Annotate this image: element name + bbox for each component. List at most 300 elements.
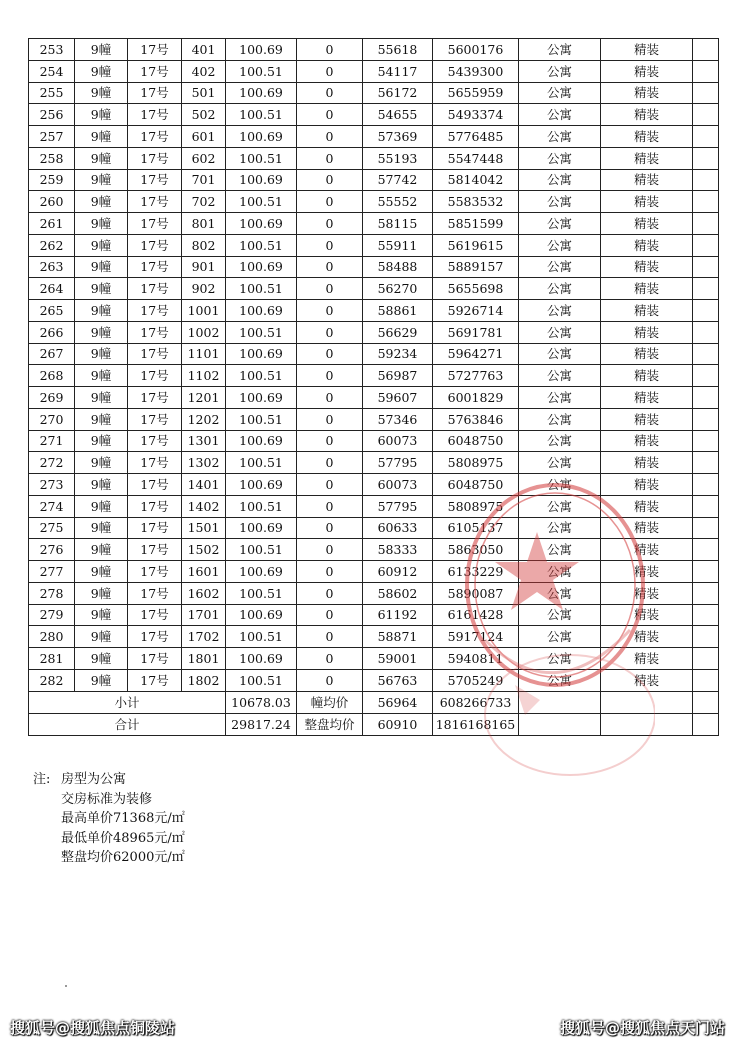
field-zero-cell: 0: [297, 39, 363, 61]
room-type-cell: 公寓: [519, 669, 601, 691]
building-cell: 9幢: [75, 343, 128, 365]
finish-standard-cell: 精装: [601, 343, 693, 365]
unit-price-cell: 60073: [363, 474, 433, 496]
blank-cell: [693, 191, 719, 213]
field-zero-cell: 0: [297, 60, 363, 82]
room-type-cell: 公寓: [519, 169, 601, 191]
blank-cell: [693, 147, 719, 169]
unit-number-cell: 17号: [128, 539, 182, 561]
blank-cell: [693, 495, 719, 517]
total-price-cell: 5917124: [433, 626, 519, 648]
row-number-cell: 260: [29, 191, 75, 213]
building-cell: 9幢: [75, 256, 128, 278]
unit-number-cell: 17号: [128, 430, 182, 452]
area-cell: 100.69: [226, 300, 297, 322]
building-cell: 9幢: [75, 452, 128, 474]
room-type-cell: 公寓: [519, 648, 601, 670]
unit-number-cell: 17号: [128, 169, 182, 191]
unit-price-cell: 58602: [363, 582, 433, 604]
area-cell: 100.51: [226, 539, 297, 561]
table-row: [29, 582, 719, 604]
blank-cell: [693, 321, 719, 343]
field-zero-cell: 0: [297, 626, 363, 648]
row-number-cell: 264: [29, 278, 75, 300]
unit-number-cell: 17号: [128, 408, 182, 430]
room-type-cell: 公寓: [519, 561, 601, 583]
area-cell: 100.69: [226, 648, 297, 670]
finish-standard-cell: 精装: [601, 104, 693, 126]
row-number-cell: 280: [29, 626, 75, 648]
room-type-cell: 公寓: [519, 60, 601, 82]
row-number-cell: 274: [29, 495, 75, 517]
room-type-cell: 公寓: [519, 387, 601, 409]
room-type-cell: 公寓: [519, 495, 601, 517]
building-cell: 9幢: [75, 626, 128, 648]
total-price-cell: 5655698: [433, 278, 519, 300]
room-number-cell: 1401: [182, 474, 226, 496]
unit-price-cell: 58861: [363, 300, 433, 322]
unit-number-cell: 17号: [128, 561, 182, 583]
row-number-cell: 276: [29, 539, 75, 561]
table-row: [29, 278, 719, 300]
table-row: [29, 430, 719, 452]
area-cell: 100.51: [226, 104, 297, 126]
unit-number-cell: 17号: [128, 191, 182, 213]
room-type-cell: 公寓: [519, 626, 601, 648]
unit-price-cell: 57795: [363, 495, 433, 517]
field-zero-cell: 0: [297, 278, 363, 300]
building-cell: 9幢: [75, 300, 128, 322]
building-cell: 9幢: [75, 147, 128, 169]
finish-standard-cell: 精装: [601, 582, 693, 604]
blank-cell: [693, 365, 719, 387]
blank-cell: [693, 669, 719, 691]
blank-cell: [693, 604, 719, 626]
field-zero-cell: 0: [297, 430, 363, 452]
room-type-cell: 公寓: [519, 321, 601, 343]
area-cell: 100.69: [226, 126, 297, 148]
room-number-cell: 702: [182, 191, 226, 213]
room-type-cell: 公寓: [519, 582, 601, 604]
blank-cell: [693, 126, 719, 148]
room-type-cell: 公寓: [519, 234, 601, 256]
field-zero-cell: 0: [297, 365, 363, 387]
table-row: [29, 387, 719, 409]
note-line: 最低单价48965元/㎡: [61, 830, 185, 846]
field-zero-cell: 0: [297, 387, 363, 409]
unit-price-cell: 60073: [363, 430, 433, 452]
unit-price-cell: 58871: [363, 626, 433, 648]
building-cell: 9幢: [75, 60, 128, 82]
row-number-cell: 271: [29, 430, 75, 452]
room-type-cell: 公寓: [519, 517, 601, 539]
area-cell: 100.51: [226, 582, 297, 604]
unit-number-cell: 17号: [128, 213, 182, 235]
area-cell: 100.51: [226, 278, 297, 300]
table-row: [29, 234, 719, 256]
table-row: [29, 452, 719, 474]
field-zero-cell: 0: [297, 495, 363, 517]
table-row: [29, 365, 719, 387]
total-price-cell: 6048750: [433, 430, 519, 452]
blank-cell: [693, 408, 719, 430]
unit-price-cell: 57346: [363, 408, 433, 430]
table-row: [29, 213, 719, 235]
blank-cell: [693, 300, 719, 322]
row-number-cell: 268: [29, 365, 75, 387]
area-cell: 100.51: [226, 669, 297, 691]
field-zero-cell: 0: [297, 169, 363, 191]
unit-number-cell: 17号: [128, 365, 182, 387]
row-number-cell: 270: [29, 408, 75, 430]
area-cell: 100.69: [226, 517, 297, 539]
finish-standard-cell: 精装: [601, 256, 693, 278]
finish-standard-cell: 精装: [601, 539, 693, 561]
area-cell: 100.69: [226, 343, 297, 365]
total-price-cell: 5691781: [433, 321, 519, 343]
finish-standard-cell: 精装: [601, 561, 693, 583]
room-number-cell: 1302: [182, 452, 226, 474]
note-line: 整盘均价62000元/㎡: [61, 850, 185, 866]
area-cell: 100.51: [226, 234, 297, 256]
blank-cell: [693, 256, 719, 278]
row-number-cell: 257: [29, 126, 75, 148]
total-price-cell: 5727763: [433, 365, 519, 387]
total-price-cell: 5547448: [433, 147, 519, 169]
unit-price-cell: 61192: [363, 604, 433, 626]
unit-price-cell: 56763: [363, 669, 433, 691]
row-number-cell: 265: [29, 300, 75, 322]
area-cell: 100.51: [226, 147, 297, 169]
unit-number-cell: 17号: [128, 82, 182, 104]
watermark-right: 搜狐号@搜狐焦点天门站: [560, 1019, 726, 1037]
building-cell: 9幢: [75, 321, 128, 343]
room-type-cell: 公寓: [519, 82, 601, 104]
total-price-cell: 5583532: [433, 191, 519, 213]
notes-section: [33, 770, 185, 868]
room-type-cell: 公寓: [519, 147, 601, 169]
subtotal-blank: [601, 691, 693, 713]
field-zero-cell: 0: [297, 234, 363, 256]
area-cell: 100.69: [226, 256, 297, 278]
table-row: [29, 300, 719, 322]
room-number-cell: 601: [182, 126, 226, 148]
total-price-cell: 5619615: [433, 234, 519, 256]
unit-price-cell: 55193: [363, 147, 433, 169]
finish-standard-cell: 精装: [601, 278, 693, 300]
room-number-cell: 402: [182, 60, 226, 82]
finish-standard-cell: 精装: [601, 60, 693, 82]
row-number-cell: 261: [29, 213, 75, 235]
unit-price-cell: 57369: [363, 126, 433, 148]
field-zero-cell: 0: [297, 408, 363, 430]
area-cell: 100.69: [226, 387, 297, 409]
room-type-cell: 公寓: [519, 191, 601, 213]
subtotal-row: [29, 691, 719, 713]
total-blank: [601, 713, 693, 735]
room-number-cell: 1202: [182, 408, 226, 430]
building-cell: 9幢: [75, 365, 128, 387]
area-cell: 100.69: [226, 430, 297, 452]
unit-number-cell: 17号: [128, 147, 182, 169]
row-number-cell: 281: [29, 648, 75, 670]
field-zero-cell: 0: [297, 539, 363, 561]
notes-prefix: 注:: [33, 772, 51, 787]
table-row: [29, 474, 719, 496]
unit-number-cell: 17号: [128, 256, 182, 278]
area-cell: 100.69: [226, 39, 297, 61]
field-zero-cell: 0: [297, 256, 363, 278]
finish-standard-cell: 精装: [601, 648, 693, 670]
blank-cell: [693, 626, 719, 648]
building-cell: 9幢: [75, 278, 128, 300]
room-number-cell: 501: [182, 82, 226, 104]
total-avg-label: 整盘均价: [297, 713, 363, 735]
area-cell: 100.51: [226, 495, 297, 517]
scan-speck: [65, 985, 67, 987]
total-price-cell: 5890087: [433, 582, 519, 604]
subtotal-blank: [693, 691, 719, 713]
table-row: [29, 39, 719, 61]
building-cell: 9幢: [75, 474, 128, 496]
total-price-cell: 5808975: [433, 452, 519, 474]
building-cell: 9幢: [75, 495, 128, 517]
row-number-cell: 275: [29, 517, 75, 539]
building-cell: 9幢: [75, 191, 128, 213]
room-number-cell: 1801: [182, 648, 226, 670]
building-cell: 9幢: [75, 387, 128, 409]
subtotal-avg-price: 56964: [363, 691, 433, 713]
total-price-cell: 6105137: [433, 517, 519, 539]
row-number-cell: 282: [29, 669, 75, 691]
subtotal-blank: [519, 691, 601, 713]
unit-price-cell: 55911: [363, 234, 433, 256]
building-cell: 9幢: [75, 213, 128, 235]
area-cell: 100.51: [226, 191, 297, 213]
finish-standard-cell: 精装: [601, 408, 693, 430]
row-number-cell: 267: [29, 343, 75, 365]
finish-standard-cell: 精装: [601, 213, 693, 235]
field-zero-cell: 0: [297, 474, 363, 496]
field-zero-cell: 0: [297, 561, 363, 583]
total-area: 29817.24: [226, 713, 297, 735]
building-cell: 9幢: [75, 126, 128, 148]
area-cell: 100.51: [226, 321, 297, 343]
total-price-cell: 5776485: [433, 126, 519, 148]
unit-number-cell: 17号: [128, 39, 182, 61]
unit-price-cell: 59001: [363, 648, 433, 670]
total-price-cell: 5926714: [433, 300, 519, 322]
room-number-cell: 401: [182, 39, 226, 61]
unit-number-cell: 17号: [128, 321, 182, 343]
finish-standard-cell: 精装: [601, 604, 693, 626]
unit-price-cell: 57742: [363, 169, 433, 191]
room-type-cell: 公寓: [519, 365, 601, 387]
unit-number-cell: 17号: [128, 517, 182, 539]
room-number-cell: 1601: [182, 561, 226, 583]
area-cell: 100.51: [226, 408, 297, 430]
building-cell: 9幢: [75, 539, 128, 561]
unit-price-cell: 54655: [363, 104, 433, 126]
blank-cell: [693, 234, 719, 256]
unit-price-cell: 57795: [363, 452, 433, 474]
unit-price-cell: 58115: [363, 213, 433, 235]
unit-number-cell: 17号: [128, 452, 182, 474]
table-row: [29, 169, 719, 191]
blank-cell: [693, 343, 719, 365]
unit-price-cell: 55552: [363, 191, 433, 213]
building-cell: 9幢: [75, 517, 128, 539]
finish-standard-cell: 精装: [601, 147, 693, 169]
room-number-cell: 1501: [182, 517, 226, 539]
blank-cell: [693, 82, 719, 104]
blank-cell: [693, 104, 719, 126]
table-row: [29, 648, 719, 670]
field-zero-cell: 0: [297, 648, 363, 670]
unit-number-cell: 17号: [128, 669, 182, 691]
finish-standard-cell: 精装: [601, 495, 693, 517]
finish-standard-cell: 精装: [601, 365, 693, 387]
blank-cell: [693, 452, 719, 474]
unit-number-cell: 17号: [128, 387, 182, 409]
room-number-cell: 1002: [182, 321, 226, 343]
table-row: [29, 147, 719, 169]
unit-number-cell: 17号: [128, 582, 182, 604]
blank-cell: [693, 213, 719, 235]
room-type-cell: 公寓: [519, 452, 601, 474]
room-type-cell: 公寓: [519, 300, 601, 322]
table-row: [29, 60, 719, 82]
room-number-cell: 1102: [182, 365, 226, 387]
finish-standard-cell: 精装: [601, 387, 693, 409]
total-price-cell: 5863050: [433, 539, 519, 561]
field-zero-cell: 0: [297, 126, 363, 148]
subtotal-area: 10678.03: [226, 691, 297, 713]
area-cell: 100.51: [226, 626, 297, 648]
unit-price-cell: 59234: [363, 343, 433, 365]
unit-price-cell: 58333: [363, 539, 433, 561]
total-price-cell: 5940811: [433, 648, 519, 670]
unit-number-cell: 17号: [128, 104, 182, 126]
total-price-cell: 5889157: [433, 256, 519, 278]
table-row: [29, 82, 719, 104]
blank-cell: [693, 474, 719, 496]
blank-cell: [693, 60, 719, 82]
finish-standard-cell: 精装: [601, 517, 693, 539]
unit-number-cell: 17号: [128, 626, 182, 648]
note-line: 最高单价71368元/㎡: [61, 811, 185, 827]
room-type-cell: 公寓: [519, 604, 601, 626]
table-row: [29, 495, 719, 517]
room-number-cell: 602: [182, 147, 226, 169]
finish-standard-cell: 精装: [601, 321, 693, 343]
field-zero-cell: 0: [297, 147, 363, 169]
field-zero-cell: 0: [297, 517, 363, 539]
row-number-cell: 258: [29, 147, 75, 169]
area-cell: 100.69: [226, 561, 297, 583]
watermark-left: 搜狐号@搜狐焦点铜陵站: [10, 1019, 176, 1037]
total-price-cell: 5763846: [433, 408, 519, 430]
building-cell: 9幢: [75, 169, 128, 191]
finish-standard-cell: 精装: [601, 626, 693, 648]
building-cell: 9幢: [75, 430, 128, 452]
row-number-cell: 256: [29, 104, 75, 126]
room-type-cell: 公寓: [519, 213, 601, 235]
room-number-cell: 802: [182, 234, 226, 256]
building-cell: 9幢: [75, 234, 128, 256]
blank-cell: [693, 582, 719, 604]
room-number-cell: 1701: [182, 604, 226, 626]
field-zero-cell: 0: [297, 452, 363, 474]
finish-standard-cell: 精装: [601, 300, 693, 322]
room-number-cell: 1001: [182, 300, 226, 322]
total-price-cell: 5493374: [433, 104, 519, 126]
note-line: 交房标准为装修: [61, 791, 153, 807]
room-number-cell: 1702: [182, 626, 226, 648]
unit-number-cell: 17号: [128, 60, 182, 82]
table-row: [29, 561, 719, 583]
unit-price-cell: 56629: [363, 321, 433, 343]
note-line: 房型为公寓: [61, 772, 127, 787]
room-type-cell: 公寓: [519, 408, 601, 430]
unit-number-cell: 17号: [128, 300, 182, 322]
field-zero-cell: 0: [297, 669, 363, 691]
unit-number-cell: 17号: [128, 495, 182, 517]
unit-number-cell: 17号: [128, 648, 182, 670]
total-blank: [519, 713, 601, 735]
blank-cell: [693, 517, 719, 539]
blank-cell: [693, 39, 719, 61]
finish-standard-cell: 精装: [601, 191, 693, 213]
row-number-cell: 255: [29, 82, 75, 104]
building-cell: 9幢: [75, 39, 128, 61]
field-zero-cell: 0: [297, 82, 363, 104]
table-row: [29, 539, 719, 561]
area-cell: 100.69: [226, 604, 297, 626]
table-row: [29, 517, 719, 539]
row-number-cell: 278: [29, 582, 75, 604]
unit-number-cell: 17号: [128, 126, 182, 148]
blank-cell: [693, 561, 719, 583]
finish-standard-cell: 精装: [601, 430, 693, 452]
unit-price-cell: 59607: [363, 387, 433, 409]
room-number-cell: 1301: [182, 430, 226, 452]
field-zero-cell: 0: [297, 104, 363, 126]
building-cell: 9幢: [75, 604, 128, 626]
unit-number-cell: 17号: [128, 234, 182, 256]
blank-cell: [693, 430, 719, 452]
unit-price-cell: 56987: [363, 365, 433, 387]
blank-cell: [693, 387, 719, 409]
field-zero-cell: 0: [297, 191, 363, 213]
table-row: [29, 408, 719, 430]
total-price-cell: 5705249: [433, 669, 519, 691]
building-cell: 9幢: [75, 561, 128, 583]
room-number-cell: 1101: [182, 343, 226, 365]
total-avg-price: 60910: [363, 713, 433, 735]
finish-standard-cell: 精装: [601, 234, 693, 256]
unit-number-cell: 17号: [128, 278, 182, 300]
total-price-cell: 6001829: [433, 387, 519, 409]
area-cell: 100.69: [226, 213, 297, 235]
room-number-cell: 1802: [182, 669, 226, 691]
row-number-cell: 266: [29, 321, 75, 343]
subtotal-avg-label: 幢均价: [297, 691, 363, 713]
table-row: [29, 126, 719, 148]
room-type-cell: 公寓: [519, 539, 601, 561]
total-blank: [693, 713, 719, 735]
total-price-cell: 5964271: [433, 343, 519, 365]
